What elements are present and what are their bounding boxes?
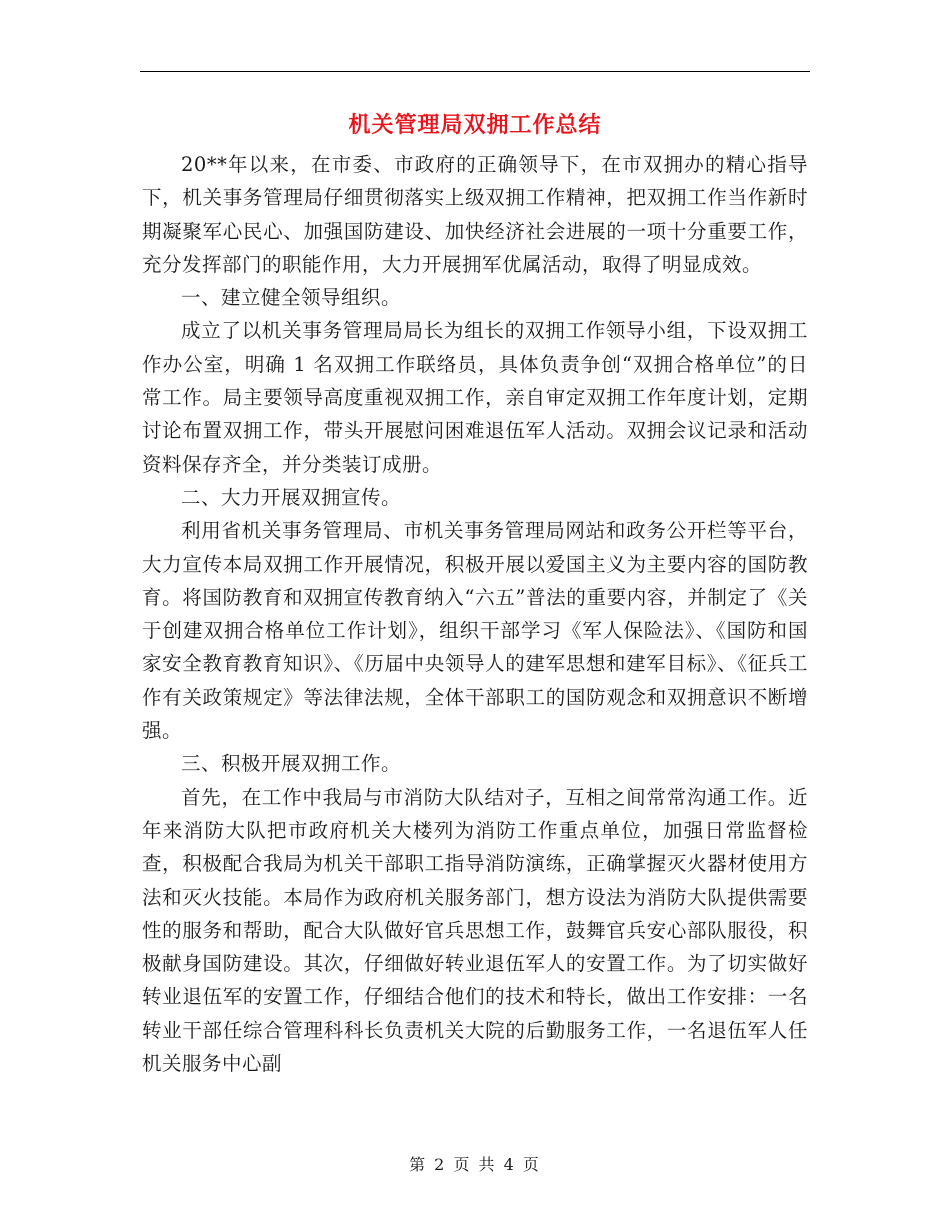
paragraph-section-2: 利用省机关事务管理局、市机关事务管理局网站和政务公开栏等平台，大力宣传本局双拥工作开展情况，积极开展以爱国主义为主要内容的国防教育。将国防教育和双拥宣传教育纳入“六五”普法的重要内容，并制定了《关于创建双拥合格单位工作计划》，组织干部学习《军人保险法》、《国防和国家安全教育教育知识》、《历届中央领导人的建军思想和建军目标》、《征兵工作有关政策规定》等法律法规，全体干部职工的国防观念和双拥意识不断增强。 bbox=[142, 519, 808, 743]
header-rule bbox=[140, 71, 810, 72]
page-number: 第 2 页 共 4 页 bbox=[409, 1155, 541, 1174]
document-title: 机关管理局双拥工作总结 bbox=[348, 113, 602, 138]
section-heading-2: 二、大力开展双拥宣传。 bbox=[181, 485, 402, 509]
document-body bbox=[142, 148, 808, 1080]
paragraph-intro: 20**年以来，在市委、市政府的正确领导下，在市双拥办的精心指导下，机关事务管理局仔细贯彻落实上级双拥工作精神，把双拥工作当作新时期凝聚军心民心、加强国防建设、加快经济社会进展的一项十分重要工作，充分发挥部门的职能作用，大力开展拥军优属活动，取得了明显成效。 bbox=[142, 153, 808, 276]
paragraph-section-3: 首先，在工作中我局与市消防大队结对子，互相之间常常沟通工作。近年来消防大队把市政府机关大楼列为消防工作重点单位，加强日常监督检查，积极配合我局为机关干部职工指导消防演练，正确掌握灭火器材使用方法和灭火技能。本局作为政府机关服务部门，想方设法为消防大队提供需要性的服务和帮助，配合大队做好官兵思想工作，鼓舞官兵安心部队服役，积极献身国防建设。其次，仔细做好转业退伍军人的安置工作。为了切实做好转业退伍军的安置工作，仔细结合他们的技术和特长，做出工作安排：一名转业干部任综合管理科科长负责机关大院的后勤服务工作，一名退伍军人任机关服务中心副 bbox=[142, 785, 808, 1076]
section-heading-3: 三、积极开展双拥工作。 bbox=[181, 752, 402, 776]
section-heading-1: 一、建立健全领导组织。 bbox=[181, 286, 402, 310]
paragraph-section-1: 成立了以机关事务管理局局长为组长的双拥工作领导小组，下设双拥工作办公室，明确 1 名双拥工作联络员，具体负责争创“双拥合格单位”的日常工作。局主要领导高度重视双拥工作，亲自审定双拥工作年度计划，定期讨论布置双拥工作，带头开展慰问困难退伍军人活动。双拥会议记录和活动资料保存齐全，并分类装订成册。 bbox=[142, 319, 808, 476]
